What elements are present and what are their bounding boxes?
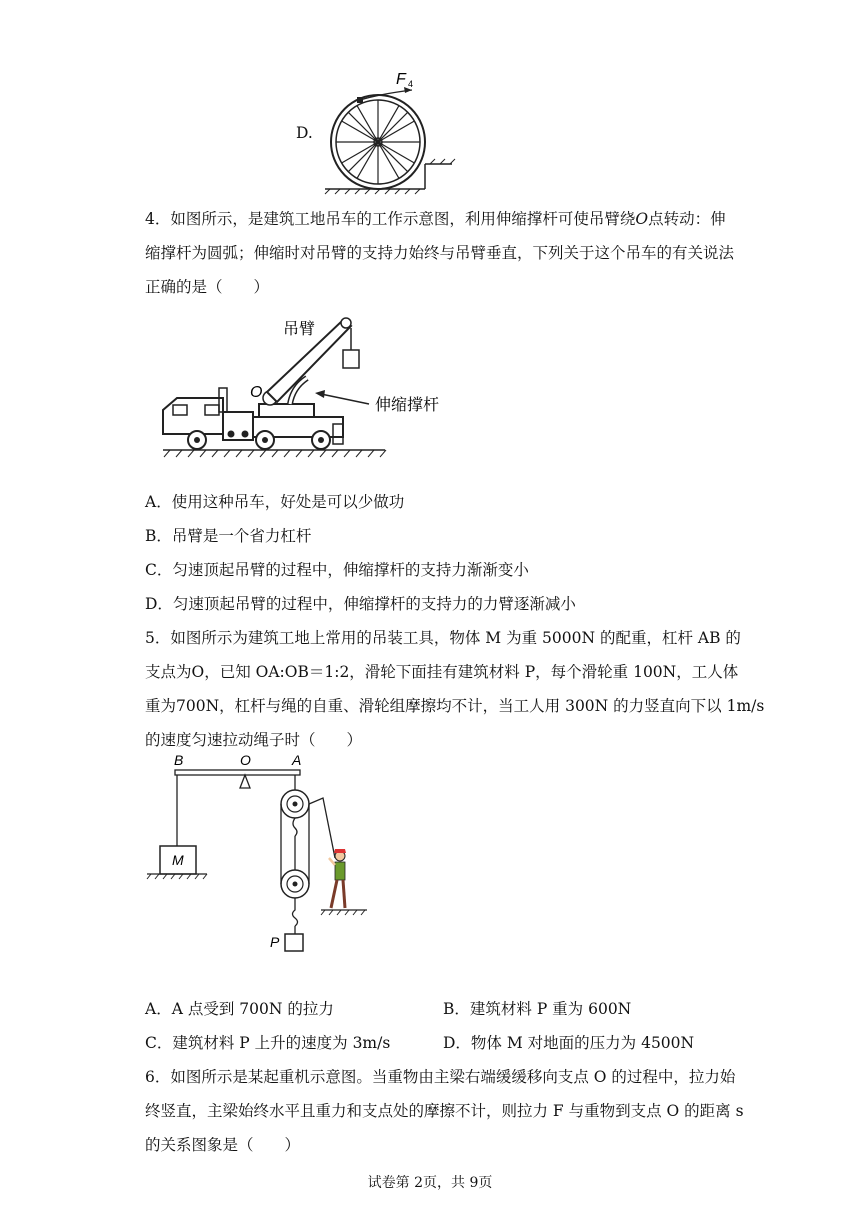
q5-stem-line2: 支点为O，已知 OA:OB＝1:2，滑轮下面挂有建筑材料 P，每个滑轮重 100N，工人体 — [145, 663, 739, 681]
q5-option-d[interactable]: D．物体 M 对地面的压力为 4500N — [443, 1034, 695, 1052]
q5-stem-line4: 的速度匀速拉动绳子时（ ） — [145, 731, 363, 749]
crane-figure — [155, 312, 455, 462]
q5-option-b[interactable]: B．建筑材料 P 重为 600N — [443, 1000, 632, 1018]
strut-label: 伸缩撑杆 — [375, 397, 440, 414]
q4-stem-line1: 4．如图所示，是建筑工地吊车的工作示意图，利用伸缩撑杆可使吊臂绕O点转动：伸 — [145, 210, 726, 228]
point-b-label: B — [174, 752, 184, 768]
point-a-label: A — [292, 752, 302, 768]
q4-stem-line2: 缩撑杆为圆弧；伸缩时对吊臂的支持力始终与吊臂垂直，下列关于这个吊车的有关说法 — [145, 244, 735, 262]
q5-stem-line1: 5．如图所示为建筑工地上常用的吊装工具，物体 M 为重 5000N 的配重，杠杆 AB 的 — [145, 629, 741, 647]
q4-option-b[interactable]: B．吊臂是一个省力杠杆 — [145, 527, 312, 545]
q6-stem-line2: 终竖直，主梁始终水平且重力和支点处的摩擦不计，则拉力 F 与重物到支点 O 的距离 s — [145, 1102, 744, 1120]
q3-option-d-label: D. — [296, 124, 313, 142]
q4-option-a[interactable]: A．使用这种吊车，好处是可以少做功 — [145, 493, 405, 511]
lever-pulley-figure — [145, 748, 405, 958]
point-o-label: O — [240, 752, 251, 768]
pivot-label: O — [250, 384, 263, 401]
q5-stem-line3: 重为700N，杠杆与绳的自重、滑轮组摩擦均不计，当工人用 300N 的力竖直向下以 1m/s — [145, 697, 765, 715]
wheel-step-figure — [320, 60, 460, 195]
mass-m-label: M — [172, 852, 184, 868]
force-label: F — [396, 71, 406, 88]
force-subscript: 4 — [408, 79, 414, 89]
q5-option-c[interactable]: C．建筑材料 P 上升的速度为 3m/s — [145, 1034, 391, 1052]
q6-stem-line1: 6．如图所示是某起重机示意图。当重物由主梁右端缓缓移向支点 O 的过程中，拉力始 — [145, 1068, 736, 1086]
page-footer: 试卷第 2页，共 9页 — [367, 1175, 493, 1191]
q6-stem-line3: 的关系图象是（ ） — [145, 1136, 301, 1154]
q5-option-a[interactable]: A．A 点受到 700N 的拉力 — [145, 1000, 334, 1018]
q4-option-c[interactable]: C．匀速顶起吊臂的过程中，伸缩撑杆的支持力渐渐变小 — [145, 561, 529, 579]
q4-stem-line3: 正确的是（ ） — [145, 278, 270, 296]
boom-label: 吊臂 — [283, 321, 316, 338]
material-p-label: P — [270, 934, 280, 950]
q4-option-d[interactable]: D．匀速顶起吊臂的过程中，伸缩撑杆的支持力的力臂逐渐减小 — [145, 595, 576, 613]
